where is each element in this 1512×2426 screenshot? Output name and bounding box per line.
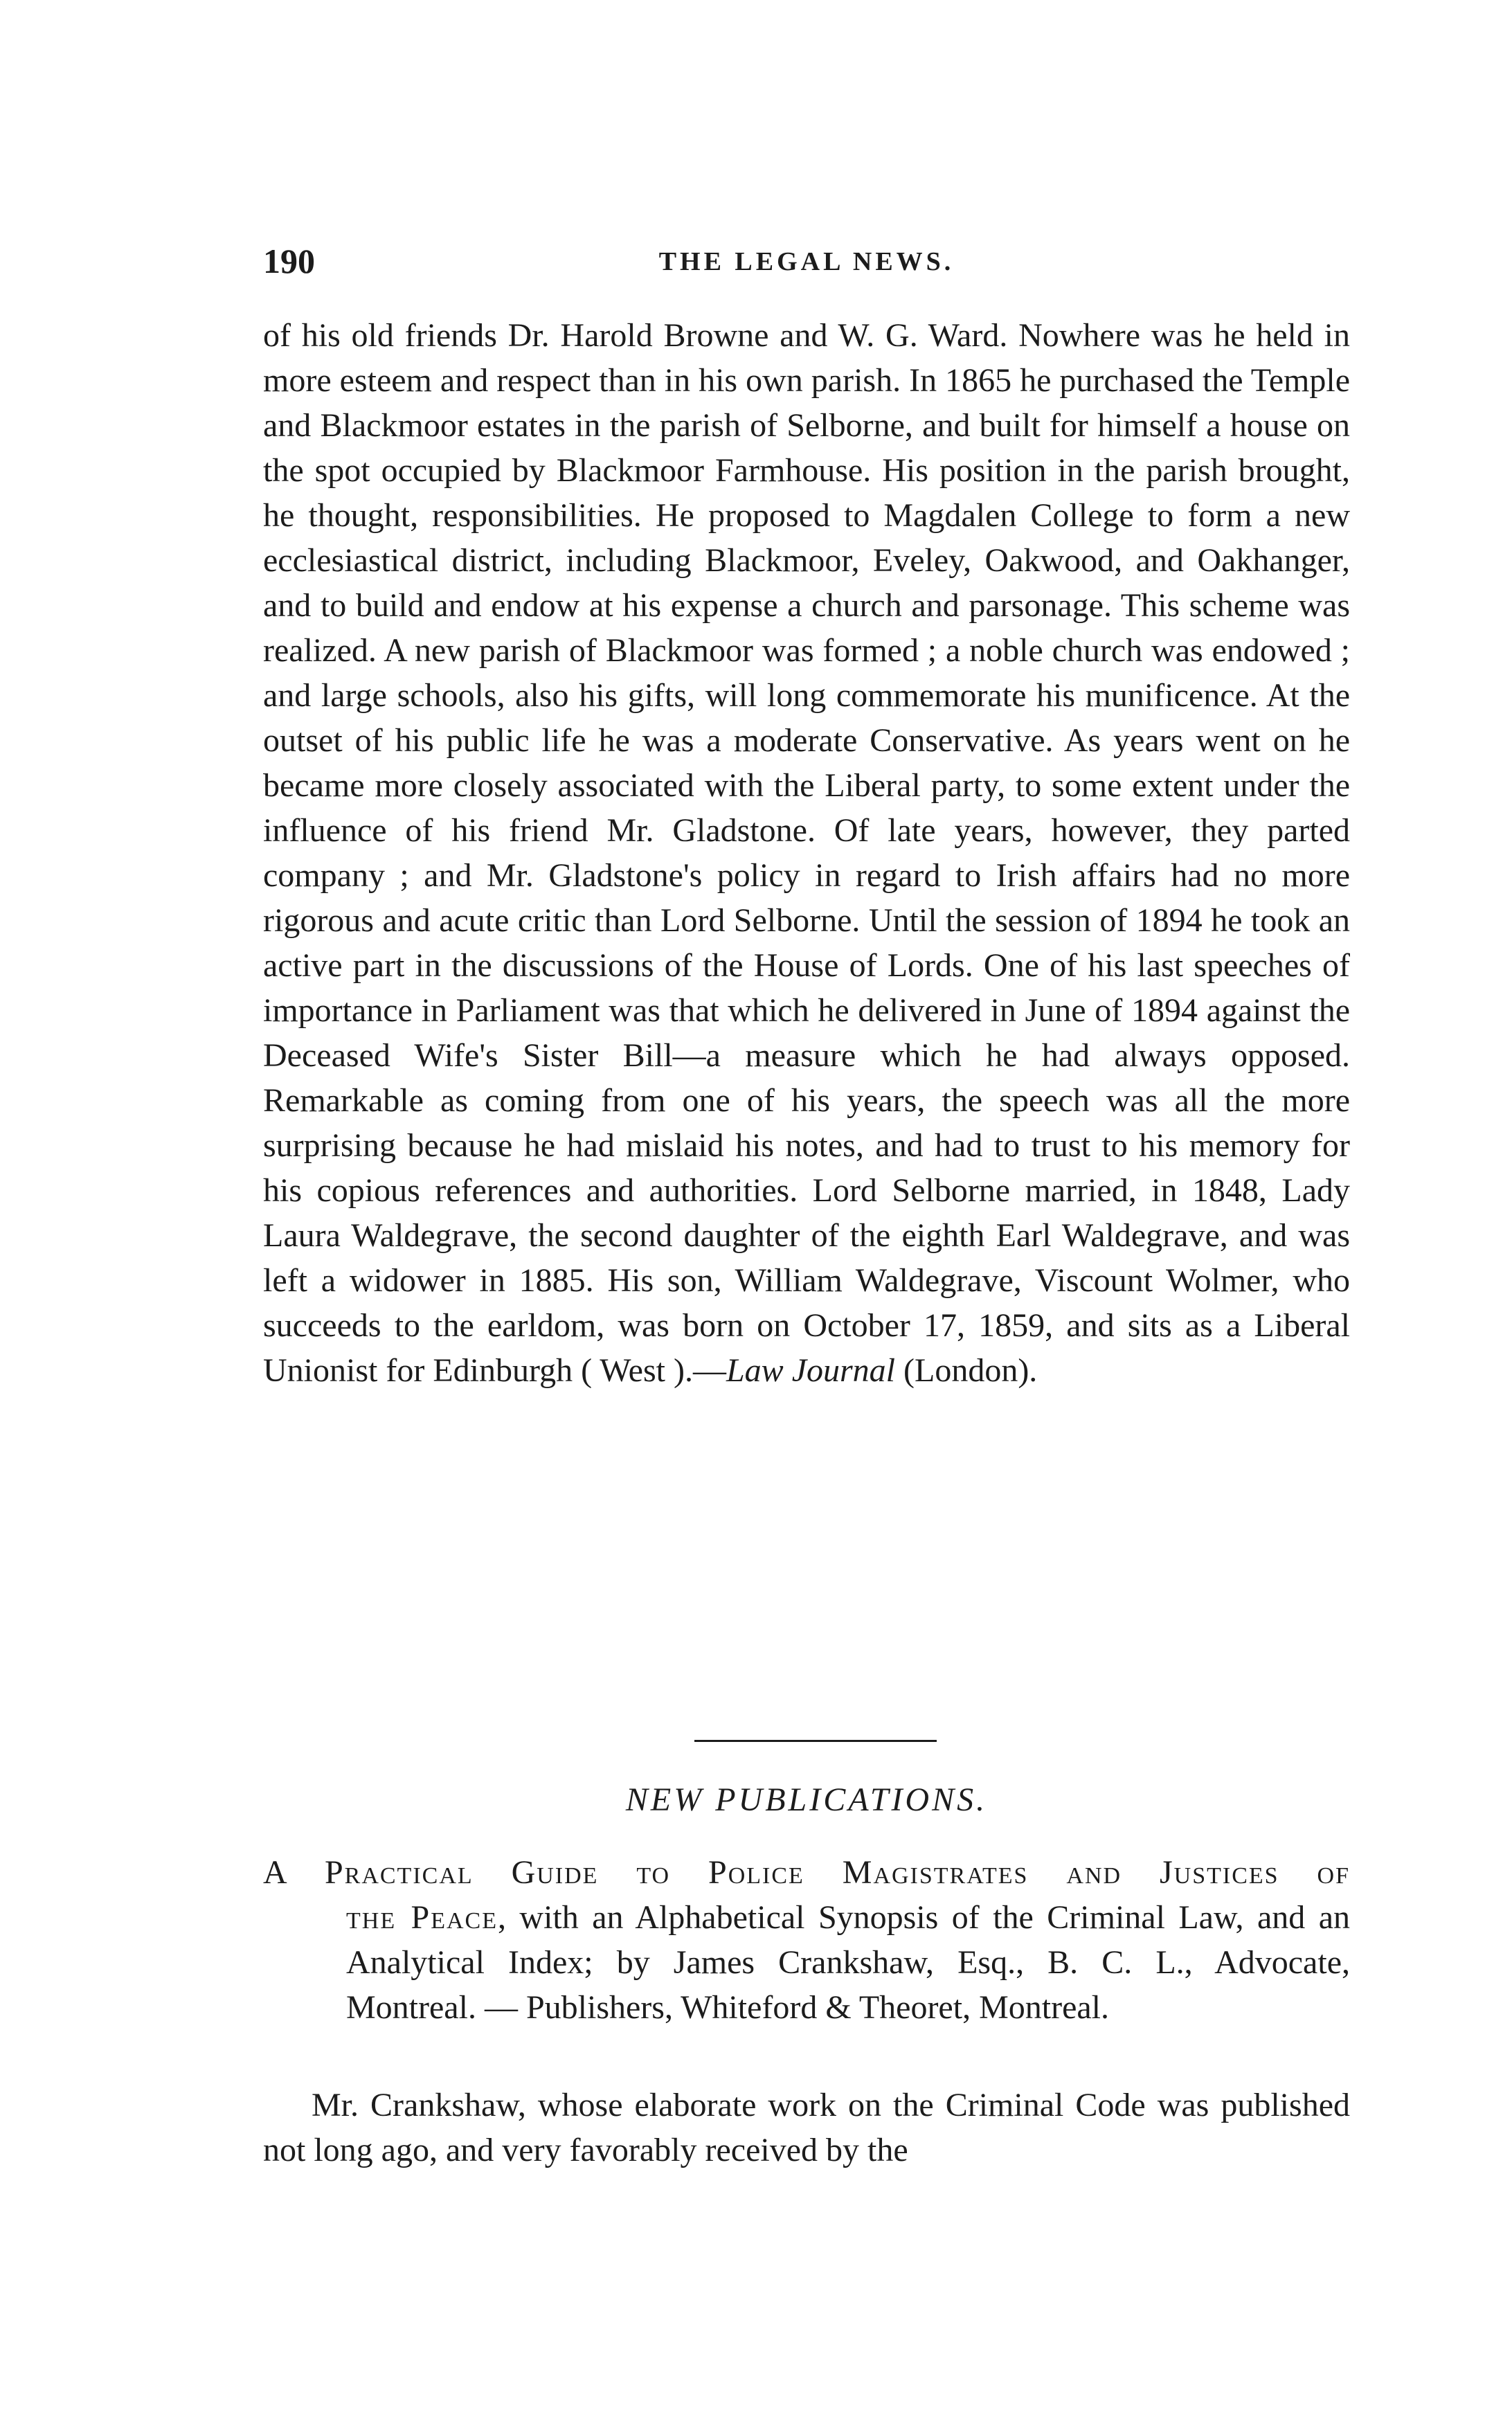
running-head: THE LEGAL NEWS. [658,247,955,276]
article-source: Law Journal [726,1352,896,1389]
article-body [263,313,1350,1393]
publication-details-block [263,1895,1350,2030]
section-divider [694,1740,937,1742]
publication-title: A Practical Guide to Police Magistrates and Justices of [263,1854,1350,1891]
publication-title-continued: the Peace [346,1899,498,1936]
article-source-suffix: (London). [895,1352,1038,1389]
article-text: of his old friends Dr. Harold Browne and W. G. Ward. Nowhere was he held in more esteem and respect than in his own parish. In 1865 he purchased the Temple and Blackmoor estates in the parish of Selborne, and built for himself a house on the spot occupied by Blackmoor Farmhouse. His position in the parish brought, he thought, responsibilities. He proposed to Magdalen College to form a new ecclesiastical district, including Blackmoor, Eveley, Oakwood, and Oakhanger, and to build and endow at his expense a church and parsonage. This scheme was realized. A new parish of Blackmoor was formed ; a noble church was endowed ; and large schools, also his gifts, will long commemorate his munificence. At the outset of his public life he was a moderate Conservative. As years went on he became more closely associated with the Liberal party, to some extent under the influence of his friend Mr. Gladstone. Of late years, however, they parted company ; and Mr. Gladstone's policy in regard to Irish affairs had no more rigorous and acute critic than Lord Selborne. Until the session of 1894 he took an active part in the discussions of the House of Lords. One of his last speeches of importance in Parliament was that which he delivered in June of 1894 against the Deceased Wife's Sister Bill—a measure which he had always opposed. Remarkable as coming from one of his years, the speech was all the more surprising because he had mislaid his notes, and had to trust to his memory for his copious references and authorities. Lord Selborne married, in 1848, Lady Laura Waldegrave, the second daughter of the eighth Earl Waldegrave, and was left a widower in 1885. His son, William Waldegrave, Viscount Wolmer, who succeeds to the earldom, was born on October 17, 1859, and sits as a Liberal Unionist for Edinburgh ( West ).— [263,317,1350,1389]
publication-details: , with an Alphabetical Synopsis of the Criminal Law, and an Analytical Index; by James Crankshaw, Esq., B. C. L., Advocate, Montreal. — Publishers, Whiteford & Theoret, Montreal. [346,1899,1350,2026]
page-number: 190 [263,242,315,280]
page-header [263,241,1350,289]
section-heading: NEW PUBLICATIONS. [625,1781,988,1818]
publication-entry [263,1850,1350,2030]
review-paragraph: Mr. Crankshaw, whose elaborate work on the Criminal Code was published not long ago, and very favorably received by the [263,2087,1350,2168]
